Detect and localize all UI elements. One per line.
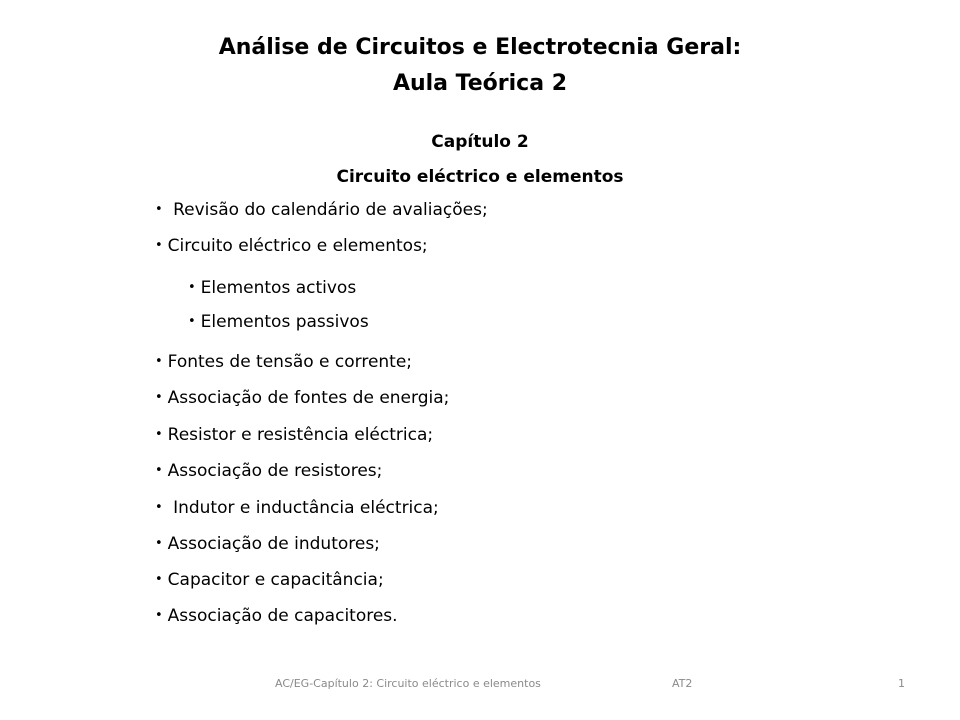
slide-title xyxy=(0,30,960,102)
topic-item: • Associação de capacitores. xyxy=(155,604,398,630)
topic-item: • Associação de resistores; xyxy=(155,459,382,485)
topic-item: • Fontes de tensão e corrente; xyxy=(155,350,412,376)
topic-item: • Capacitor e capacitância; xyxy=(155,568,384,594)
topic-subitem: • Elementos passivos xyxy=(188,310,369,336)
slide-title-line1: Análise de Circuitos e Electrotecnia Geral: xyxy=(218,35,742,60)
chapter-name: Circuito eléctrico e elementos xyxy=(336,167,624,187)
topic-item: • Revisão do calendário de avaliações; xyxy=(155,198,488,224)
footer-session-label: AT2 xyxy=(672,677,693,690)
topic-item: • Indutor e inductância eléctrica; xyxy=(155,496,439,522)
topic-item: • Associação de fontes de energia; xyxy=(155,386,449,412)
chapter-number: Capítulo 2 xyxy=(431,132,529,152)
topic-item: • Associação de indutores; xyxy=(155,532,380,558)
slide-title-line2: Aula Teórica 2 xyxy=(392,71,568,96)
slide-page-number: 1 xyxy=(898,677,905,690)
footer-course-label: AC/EG-Capítulo 2: Circuito eléctrico e elementos xyxy=(275,677,541,690)
topic-subitem: • Elementos activos xyxy=(188,276,356,302)
topic-item: • Circuito eléctrico e elementos; xyxy=(155,234,428,260)
topic-item: • Resistor e resistência eléctrica; xyxy=(155,423,433,449)
